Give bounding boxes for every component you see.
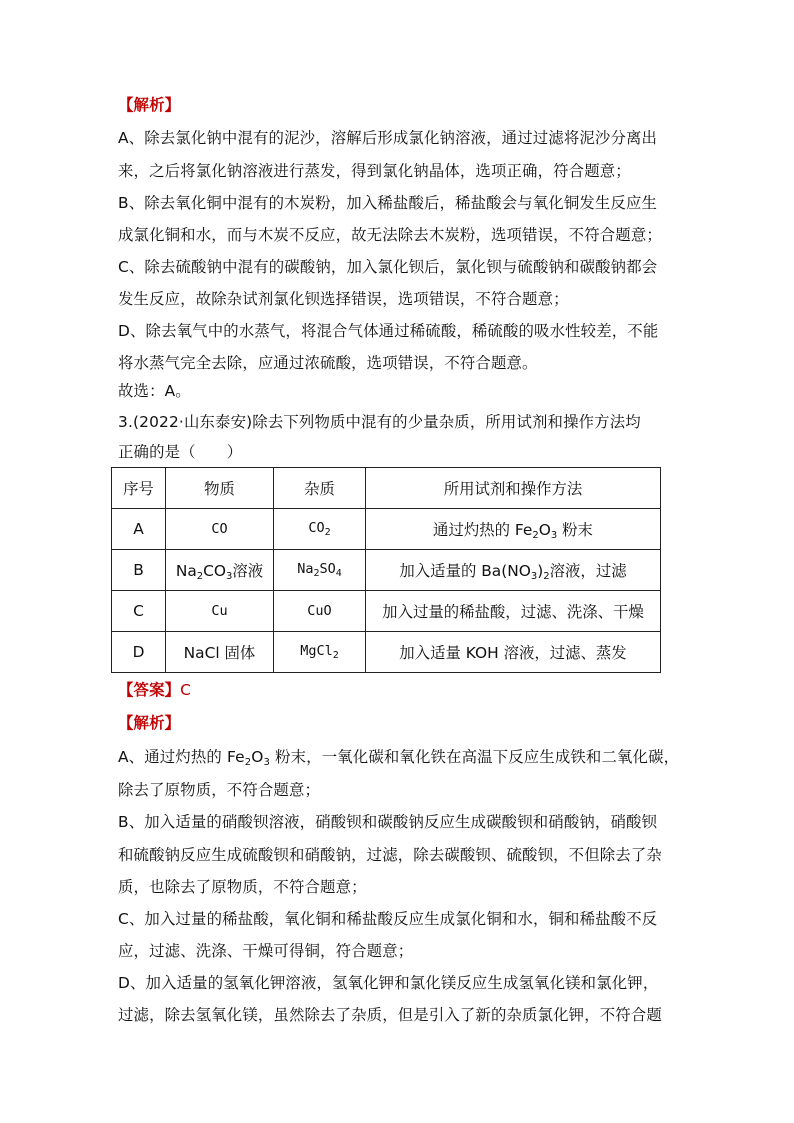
method-cell: 加入适量 KOH 溶液，过滤、蒸发 [366,632,661,673]
analysis-line: 成氯化铜和水，而与木炭不反应，故无法除去木炭粉，选项错误，不符合题意； [118,226,662,244]
row-id-cell: C [112,591,166,632]
row-id-cell: D [112,632,166,673]
formula-text: O [538,520,551,539]
impurity-cell: CuO [274,591,366,632]
analysis-line: 除去了原物质，不符合题意； [118,781,321,799]
analysis-line: C、除去硫酸钠中混有的碳酸钠，加入氯化钡后，氯化钡与硫酸钠和碳酸钠都会 [118,258,658,276]
method-cell [366,509,661,550]
subscript: 2 [332,650,339,661]
subscript: 2 [324,527,331,538]
analysis-line: D、加入适量的氢氧化钾溶液，氢氧化钾和氯化镁反应生成氢氧化镁和氯化钾， [118,974,659,992]
subscript: 3 [530,570,538,582]
table-header-row [112,468,661,509]
analysis-line: 应，过滤、洗涤、干燥可得铜，符合题意； [118,942,414,960]
subscript: 2 [543,570,550,582]
formula-text: Fe [226,748,245,766]
analysis-line [118,747,679,773]
analysis-heading: 【解析】 [118,714,181,732]
method-text: 加入适量的 [399,561,482,580]
question-stem-continued: 正确的是（ ） [118,443,243,461]
analysis-line: 发生反应，故除杂试剂氯化钡选择错误，选项错误，不符合题意； [118,290,569,308]
formula-text: CO [308,520,325,536]
question-table [111,467,661,673]
header-cell: 杂质 [274,468,366,509]
formula-text: Na [297,561,314,577]
impurity-cell [274,632,366,673]
answer-label: 【答案】 [118,681,181,699]
analysis-line: A、除去氯化钠中混有的泥沙，溶解后形成氯化钠溶液，通过过滤将泥沙分离出 [118,129,658,147]
analysis-text: 粉末，一氧化碳和氧化铁在高温下反应生成铁和二氧化碳， [270,748,680,766]
table-row [112,509,661,550]
method-cell [366,550,661,591]
conclusion-line: 故选：A。 [118,382,191,400]
row-id-cell: A [112,509,166,550]
question-source: (2022·山东泰安) [132,413,253,431]
answer-value: C [180,681,192,699]
analysis-line: 过滤，除去氢氧化镁，虽然除去了杂质，但是引入了新的杂质氯化钾，不符合题 [118,1006,662,1024]
question-number: 3. [118,413,133,431]
substance-cell: Cu [166,591,274,632]
formula-text: Fe [514,520,533,539]
analysis-line: 和硫酸钠反应生成硫酸钡和硝酸钠，过滤，除去碳酸钡、硫酸钡，不但除去了杂 [118,846,662,864]
formula-text: SO [319,561,336,577]
substance-cell: CO [166,509,274,550]
analysis-line: C、加入过量的稀盐酸，氧化铜和稀盐酸反应生成氯化铜和水，铜和稀盐酸不反 [118,910,658,928]
analysis-text: A、通过灼热的 [118,748,227,766]
method-text: 通过灼热的 [433,520,515,539]
method-text: 粉末 [557,520,593,539]
subscript: 2 [244,757,252,768]
formula-text: CO [203,561,227,580]
method-cell: 加入过量的稀盐酸，过滤、洗涤、干燥 [366,591,661,632]
formula-text: Na [175,561,197,580]
subscript: 4 [335,568,342,579]
formula-text: Ba(NO [481,561,531,580]
question-stem-text: 除去下列物质中混有的少量杂质，所用试剂和操作方法均 [252,413,641,431]
analysis-line: D、除去氧气中的水蒸气，将混合气体通过稀硫酸，稀硫酸的吸水性较差，不能 [118,322,659,340]
impurity-cell [274,550,366,591]
header-cell: 物质 [166,468,274,509]
impurity-cell [274,509,366,550]
analysis-line: 将水蒸气完全去除，应通过浓硫酸，选项错误，不符合题意。 [118,354,538,372]
analysis-line: 来，之后将氯化钠溶液进行蒸发，得到氯化钠晶体，选项正确，符合题意； [118,162,631,180]
substance-text: 溶液 [232,561,264,580]
table-row [112,632,661,673]
subscript: 2 [532,529,539,541]
row-id-cell: B [112,550,166,591]
subscript: 2 [196,570,204,582]
subscript: 3 [550,529,558,541]
substance-cell: NaCl 固体 [166,632,274,673]
table-row [112,550,661,591]
substance-cell [166,550,274,591]
formula-text: MgCl [300,643,333,659]
formula-text: O [251,748,264,766]
subscript: 3 [226,570,233,582]
answer-line [118,680,191,700]
table-row [112,591,661,632]
analysis-line: B、除去氧化铜中混有的木炭粉，加入稀盐酸后，稀盐酸会与氧化铜发生反应生 [118,194,658,212]
header-cell: 所用试剂和操作方法 [366,468,661,509]
analysis-line: 质，也除去了原物质，不符合题意； [118,878,367,896]
analysis-heading: 【解析】 [118,96,181,114]
question-stem [118,412,641,432]
analysis-line: B、加入适量的硝酸钡溶液，硝酸钡和碳酸钠反应生成碳酸钡和硝酸钠，硝酸钡 [118,813,658,831]
subscript: 2 [313,568,320,579]
subscript: 3 [263,757,271,768]
method-text: 溶液，过滤 [549,561,627,580]
header-cell: 序号 [112,468,166,509]
formula-text: ) [537,561,544,580]
